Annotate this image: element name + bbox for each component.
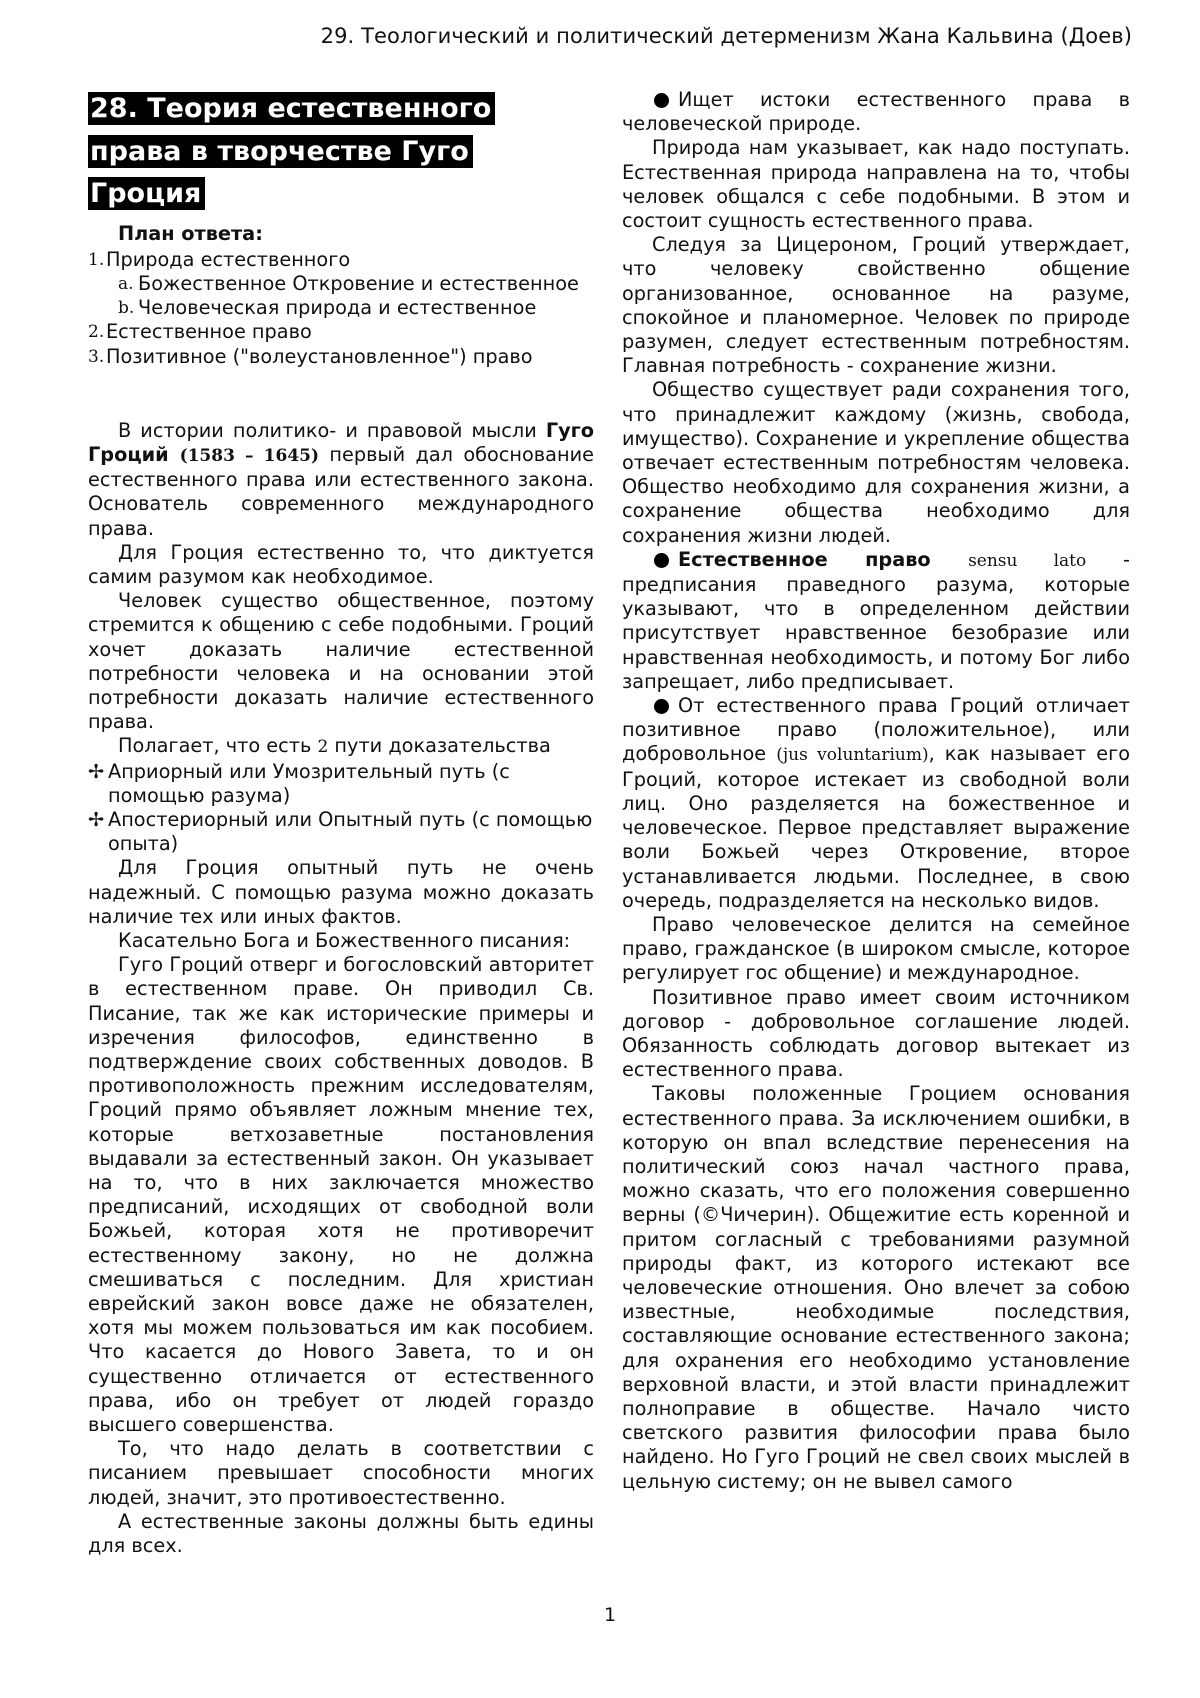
left-column [88, 88, 594, 1558]
paragraph: Общество существует ради сохранения того, что принадлежит каждому (жизнь, свобода, имущество). Сохранение и укрепление общества отвечает естественным потребностям человека. Общество необходимо для сохранения жизни, а сохранение общества необходимо для сохранения жизни людей. [622, 378, 1130, 547]
paragraph: Для Гроция естественно то, что диктуется самим разумом как необходимое. [88, 540, 594, 588]
section-title [88, 88, 594, 216]
section-title-line-3: Гроция [88, 177, 205, 210]
paragraph: Позитивное право имеет своим источником договор - добровольное соглашение людей. Обязанность соблюдать договор вытекает из естественного права. [622, 985, 1130, 1082]
paragraph: Гуго Гроций отверг и богословский авторитет в естественном праве. Он приводил Св. Писание, так же как исторические примеры и изречения философов, единственно в подтверждение своих собственных доводов. В противоположность прежним исследователям, Гроций прямо объявляет ложным мнение тех, которые ветхозаветные постановления выдавали за естественный закон. Он указывает на то, что в них заключается множество предписаний, исходящих от свободной воли Божьей, которая хотя не противоречит естественному закону, но не должна смешиваться с последним. Для христиан еврейский закон вовсе даже не обязателен, хотя мы можем пользоваться им как пособием. Что касается до Нового Завета, то и он существенно отличается от естественного права, ибо он требует от людей гораздо высшего совершенства. [88, 953, 594, 1437]
paragraph: А естественные законы должны быть едины для всех. [88, 1509, 594, 1558]
paragraph: В истории политико- и правовой мысли Гуго Гроций (1583 – 1645) первый дал обоснование естественного права или естественного закона. Основатель современного международного права. [88, 418, 594, 540]
paragraph: Таковы положенные Гроцием основания естественного права. За исключением ошибки, в которую он впал вследствие перенесения на политический союз начал частного права, можно сказать, что его положения совершенно верны (©Чичерин). Общежитие есть коренной и притом согласный с требованиями разумной природы факт, из которого истекают все человеческие отношения. Оно влечет за собою известные, необходимые последствия, составляющие основание естественного закона; для охранения его необходимо установление верховной власти, и этой власти принадлежит полноправие в обществе. Начало чисто светского развития философии права было найдено. Но Гуго Гроций не свел своих мыслей в цельную систему; он не вывел самого [622, 1082, 1130, 1493]
plan-item: 1. Природа естественного [88, 247, 351, 271]
plan-item: 3. Позитивное ("волеустановленное") право [88, 344, 533, 368]
plan-heading: План ответа: [118, 221, 263, 245]
plan-item: 2. Естественное право [88, 320, 312, 344]
cross-bullet-icon: ✢ [88, 807, 105, 831]
paragraph: Полагает, что есть 2 пути доказательства [118, 734, 551, 758]
cross-list-item: ✢ Апостериорный или Опытный путь (с помощью опыта) [88, 807, 593, 856]
plan-subitem: a. Божественное Откровение и естественное [118, 271, 579, 295]
bullet-icon [622, 548, 678, 572]
section-title-line-2: права в творчестве Гуго [88, 135, 473, 168]
paragraph: То, что надо делать в соответствии с писанием превышает способности многих людей, значит, это противоестественно. [88, 1437, 594, 1509]
bullet-paragraph: От естественного права Гроций отличает позитивное право (положительное), или добровольное (jus voluntarium), как называет его Гроций, которое истекает из свободной воли лиц. Оно разделяется на божественное и человеческое. Первое представляет выражение воли Божьей через Откровение, второе устанавливается людьми. Последнее, в свою очередь, подразделяется на несколько видов. [622, 694, 1131, 912]
paragraph: Для Гроция опытный путь не очень надежный. С помощью разума можно доказать наличие тех или иных фактов. [88, 856, 594, 928]
cross-list-item: ✢ Априорный или Умозрительный путь (с помощью разума) [88, 759, 510, 807]
bullet-paragraph: Естественное право sensu lato - предписания праведного разума, которые указывают, что в определенном действии присутствует нравственное безобразие или нравственная необходимость, и потому Бог либо запрещает, либо предписывает. [622, 547, 1130, 693]
bullet-icon [622, 694, 678, 718]
page-header: 29. Теологический и политический детерменизм Жана Кальвина (Доев) [320, 24, 1132, 48]
paragraph: Право человеческое делится на семейное право, гражданское (в широком смысле, которое регулирует гос общение) и международное. [622, 912, 1130, 985]
right-column [622, 88, 1130, 1494]
bullet-icon [622, 88, 678, 112]
page-number: 1 [604, 1604, 617, 1626]
paragraph: Касательно Бога и Божественного писания: [118, 928, 571, 952]
paragraph: Следуя за Цицероном, Гроций утверждает, что человеку свойственно общение организованное, основанное на разуме, спокойное и планомерное. Человек по природе разумен, следует естественным потребностям. Главная потребность - сохранение жизни. [622, 233, 1130, 378]
plan-subitem: b. Человеческая природа и естественное [118, 296, 537, 320]
paragraph: Природа нам указывает, как надо поступать. Естественная природа направлена на то, чтобы человек общался с себе подобными. В этом и состоит сущность естественного права. [622, 136, 1130, 233]
bullet-paragraph: Ищет истоки естественного права в человеческой природе. [622, 88, 1130, 136]
paragraph: Человек существо общественное, поэтому стремится к общению с себе подобными. Гроций хочет доказать наличие естественной потребности человека и на основании этой потребности доказать наличие естественного права. [88, 589, 594, 734]
cross-bullet-icon: ✢ [88, 759, 105, 783]
plan-list [88, 248, 594, 369]
section-title-line-1: 28. Теория естественного [88, 92, 495, 125]
